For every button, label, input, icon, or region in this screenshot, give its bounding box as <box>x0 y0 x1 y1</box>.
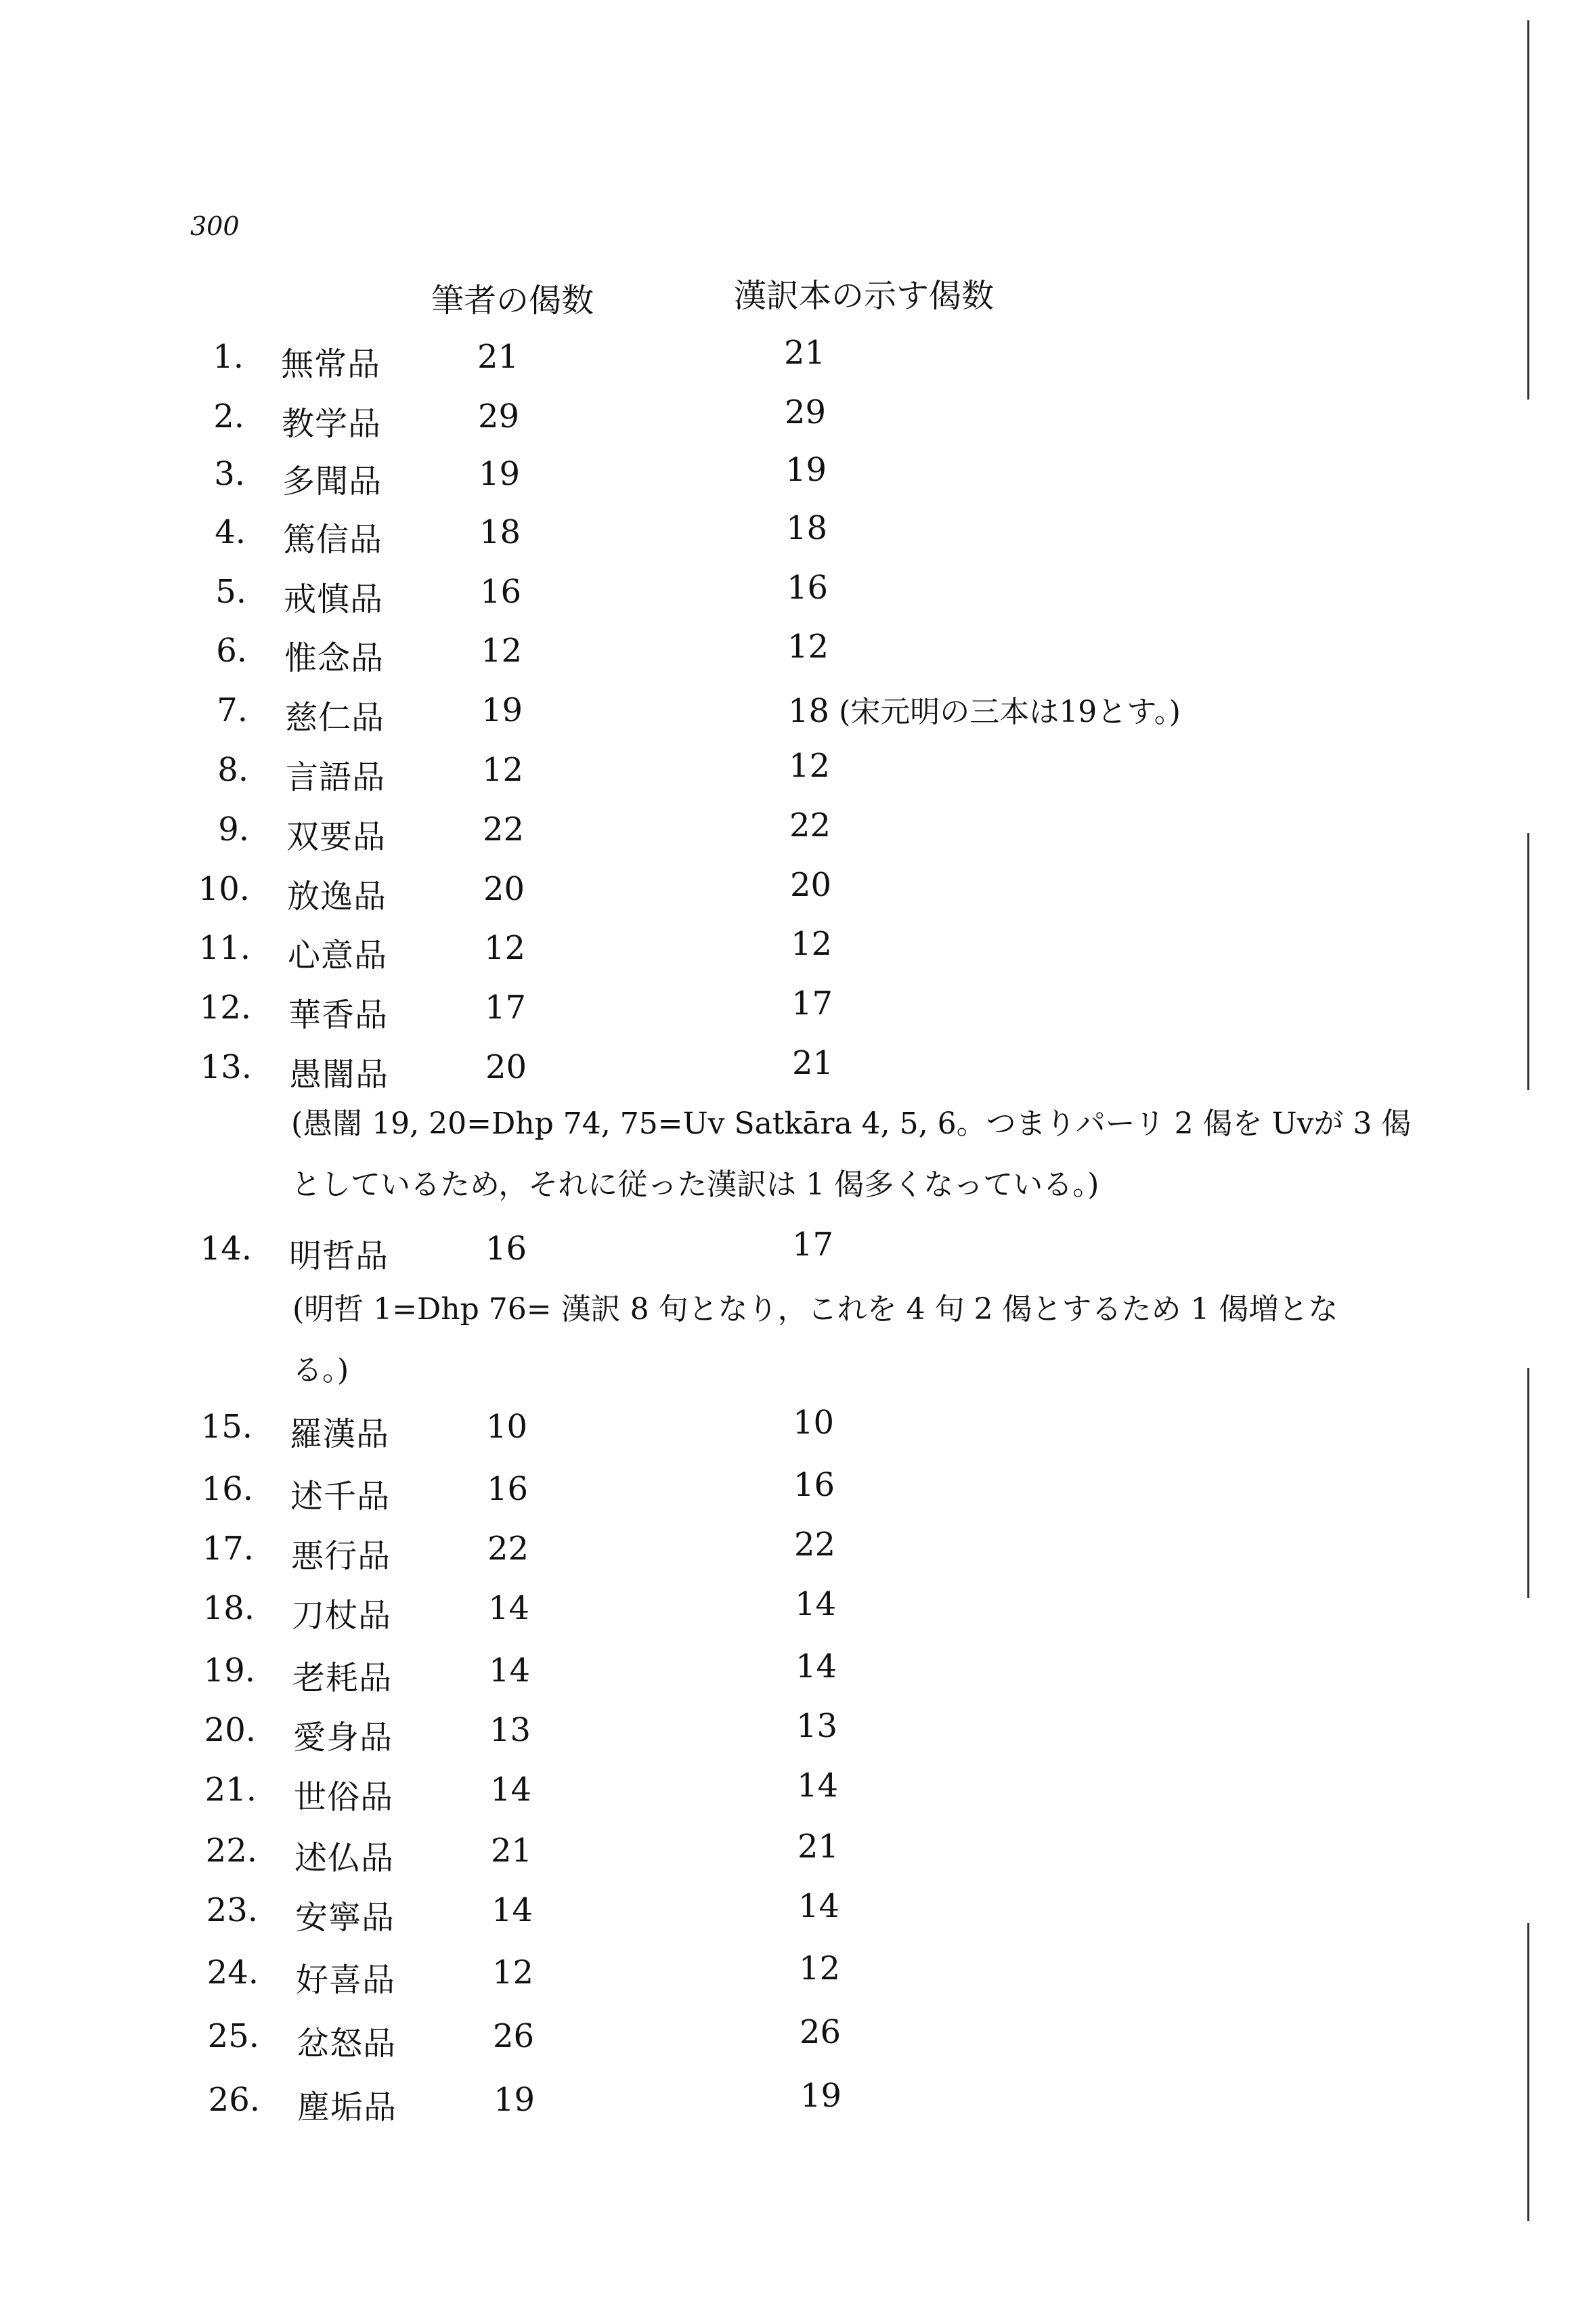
author-verse-count: 26 <box>493 2017 535 2055</box>
chinese-verse-count-cell <box>791 985 833 1023</box>
author-verse-count: 12 <box>481 632 523 670</box>
chinese-verse-count: 17 <box>792 1226 834 1264</box>
chapter-name: 華香品 <box>288 996 389 1034</box>
chapter-name: 言語品 <box>286 758 386 796</box>
chapter-number: 1. <box>213 338 244 376</box>
chapter-number: 21. <box>204 1771 257 1809</box>
chapter-number: 16. <box>201 1470 253 1508</box>
table-row <box>0 691 1572 737</box>
chapter-name: 悪行品 <box>291 1537 391 1575</box>
chinese-verse-count-cell <box>799 1950 840 1987</box>
table-row <box>0 925 1572 974</box>
author-verse-count: 12 <box>482 751 524 789</box>
chapter-number: 12. <box>199 989 251 1027</box>
chapter-name: 放逸品 <box>287 878 387 916</box>
chapter-name: 安寧品 <box>295 1899 395 1937</box>
chinese-verse-count: 10 <box>793 1404 835 1442</box>
header-chinese-count: 漢訳本の示す偈数 <box>734 277 995 315</box>
chinese-verse-count: 14 <box>798 1887 840 1925</box>
chinese-verse-count-cell <box>789 747 830 785</box>
chinese-verse-count-cell <box>792 1044 833 1082</box>
chapter-number: 4. <box>215 513 246 551</box>
table-row <box>0 1044 1572 1094</box>
table-row <box>0 2077 1572 2126</box>
chapter-number: 25. <box>207 2017 259 2055</box>
table-row <box>0 1887 1572 1937</box>
author-verse-count: 14 <box>488 1589 530 1627</box>
chinese-verse-count: 22 <box>794 1526 836 1564</box>
chinese-verse-count: 12 <box>789 747 831 785</box>
author-verse-count: 22 <box>483 811 525 848</box>
chinese-verse-count: 14 <box>795 1585 837 1623</box>
chapter-number: 17. <box>202 1530 254 1568</box>
table-row <box>0 569 1572 618</box>
note-13-line-1: (愚闇 19, 20=Dhp 74, 75=Uv Satkāra 4, 5, 6。つまりパーリ 2 偈を Uvが 3 偈 <box>291 1106 1412 1141</box>
table-row <box>0 509 1572 559</box>
header-author-count: 筆者の偈数 <box>431 282 594 320</box>
chapter-number: 2. <box>213 397 244 435</box>
author-verse-count: 18 <box>479 513 521 551</box>
table-row <box>0 1404 1572 1453</box>
chinese-verse-count-cell <box>795 1585 836 1623</box>
author-verse-count: 10 <box>486 1408 528 1446</box>
chapter-name: 教学品 <box>282 405 382 443</box>
chinese-verse-count: 19 <box>785 451 827 489</box>
chapter-number: 22. <box>205 1832 257 1870</box>
author-verse-count: 19 <box>494 2081 536 2119</box>
author-verse-count: 12 <box>484 929 526 967</box>
chapter-number: 18. <box>202 1589 255 1627</box>
chapter-number: 5. <box>215 573 246 611</box>
author-verse-count: 21 <box>491 1832 533 1870</box>
chapter-number: 19. <box>203 1652 255 1690</box>
chinese-verse-count: 26 <box>800 2013 842 2051</box>
chapter-number: 8. <box>217 751 248 789</box>
chinese-verse-count-cell <box>785 393 826 431</box>
chinese-verse-count-cell <box>784 334 825 372</box>
chapter-number: 7. <box>217 691 248 729</box>
chinese-verse-count: 14 <box>795 1648 837 1685</box>
chinese-verse-count: 16 <box>787 569 829 607</box>
table-row <box>0 747 1572 796</box>
chinese-verse-count: 17 <box>791 985 833 1023</box>
table-row <box>0 1585 1572 1635</box>
chinese-verse-count: 14 <box>797 1767 839 1805</box>
author-verse-count: 14 <box>489 1652 531 1690</box>
author-verse-count: 16 <box>480 573 522 611</box>
chinese-verse-count-cell <box>786 509 827 547</box>
note-14-line-1: (明哲 1=Dhp 76= 漢訳 8 句となり，これを 4 句 2 偈とするため 1 偈増とな <box>292 1292 1338 1327</box>
chinese-verse-count-cell <box>798 1887 839 1925</box>
author-verse-count: 17 <box>485 989 527 1027</box>
page-edge-line <box>1527 833 1529 1090</box>
author-verse-count: 20 <box>483 870 525 908</box>
chinese-verse-count: 29 <box>785 393 827 431</box>
author-verse-count: 14 <box>492 1891 533 1929</box>
chinese-verse-count-cell <box>785 451 827 489</box>
chinese-verse-count-cell <box>798 1828 839 1866</box>
table-row <box>0 985 1572 1034</box>
chapter-number: 9. <box>218 811 249 848</box>
table-row <box>0 806 1572 856</box>
author-verse-count: 20 <box>485 1048 527 1086</box>
page-edge-line <box>1527 1923 1529 2221</box>
chinese-verse-count: 20 <box>790 866 832 904</box>
chinese-verse-count-cell <box>800 2077 842 2115</box>
table-row <box>0 393 1572 443</box>
author-verse-count: 22 <box>487 1530 529 1568</box>
chapter-name: 慈仁品 <box>285 699 385 737</box>
chapter-number: 10. <box>198 870 250 908</box>
remark: (宋元明の三本は19とす。) <box>839 695 1181 729</box>
chinese-verse-count-cell <box>787 628 829 666</box>
chinese-verse-count-cell <box>788 687 1181 731</box>
table-row <box>0 451 1572 500</box>
note-14-line-2: る。) <box>292 1353 349 1387</box>
table-row <box>0 334 1572 383</box>
chinese-verse-count-cell <box>793 1404 834 1442</box>
chapter-number: 23. <box>206 1891 258 1929</box>
author-verse-count: 21 <box>477 338 519 376</box>
chapter-number: 3. <box>214 455 245 493</box>
table-row <box>0 2013 1572 2063</box>
chinese-verse-count-cell <box>797 1767 838 1805</box>
chapter-name: 老耗品 <box>292 1659 393 1697</box>
chinese-verse-count: 12 <box>799 1950 841 1987</box>
table-row <box>0 1767 1572 1816</box>
chinese-verse-count-cell <box>791 925 832 963</box>
chinese-verse-count: 19 <box>800 2077 842 2115</box>
author-verse-count: 14 <box>490 1771 532 1809</box>
table-row <box>0 1466 1572 1515</box>
chinese-verse-count-cell <box>787 569 828 607</box>
page-edge-line <box>1527 1368 1529 1598</box>
chinese-verse-count-cell <box>794 1526 835 1564</box>
chapter-name: 心意品 <box>288 937 388 974</box>
chinese-verse-count-cell <box>790 866 831 904</box>
chapter-number: 24. <box>206 1954 259 1992</box>
chapter-number: 6. <box>216 632 247 670</box>
chinese-verse-count: 18 <box>788 692 830 730</box>
table-row <box>0 1707 1572 1757</box>
chapter-name: 塵垢品 <box>297 2088 397 2126</box>
page-edge-line <box>1527 20 1529 400</box>
chinese-verse-count: 21 <box>798 1828 839 1866</box>
chapter-name: 無常品 <box>281 345 381 383</box>
chinese-verse-count-cell <box>792 1226 833 1264</box>
table-row <box>0 1950 1572 1999</box>
chapter-number: 14. <box>200 1230 252 1268</box>
table-row <box>0 1648 1572 1697</box>
chinese-verse-count: 22 <box>789 806 831 844</box>
chapter-number: 15. <box>200 1408 253 1446</box>
note-13-line-2: としているため，それに従った漢訳は 1 偈多くなっている。) <box>291 1167 1099 1202</box>
chapter-name: 述千品 <box>290 1478 391 1515</box>
chapter-name: 刀杖品 <box>292 1597 392 1635</box>
chinese-verse-count: 21 <box>792 1044 834 1082</box>
chapter-name: 忿怒品 <box>297 2025 397 2063</box>
chapter-name: 好喜品 <box>296 1961 396 1999</box>
chinese-verse-count-cell <box>793 1466 835 1504</box>
page-number: 300 <box>190 211 240 241</box>
chapter-name: 戒慎品 <box>284 580 384 618</box>
chinese-verse-count: 21 <box>784 334 826 372</box>
author-verse-count: 13 <box>489 1711 531 1749</box>
chinese-verse-count: 12 <box>787 628 829 666</box>
chapter-name: 惟念品 <box>284 639 385 677</box>
author-verse-count: 19 <box>479 455 521 493</box>
chinese-verse-count: 12 <box>791 925 833 963</box>
chapter-name: 明哲品 <box>289 1237 389 1275</box>
table-row <box>0 1828 1572 1877</box>
chapter-name: 世俗品 <box>294 1778 394 1816</box>
chapter-number: 20. <box>204 1711 256 1749</box>
chinese-verse-count-cell <box>796 1707 837 1745</box>
author-verse-count: 29 <box>478 397 520 435</box>
author-verse-count: 12 <box>492 1954 534 1992</box>
table-row <box>0 866 1572 916</box>
author-verse-count: 16 <box>485 1230 527 1268</box>
table-row <box>0 1526 1572 1575</box>
chapter-name: 愛身品 <box>293 1719 393 1757</box>
table-row <box>0 628 1572 677</box>
chapter-name: 愚闇品 <box>289 1056 389 1094</box>
chinese-verse-count: 18 <box>786 509 828 547</box>
author-verse-count: 19 <box>481 691 523 729</box>
chapter-name: 双要品 <box>286 818 387 856</box>
chinese-verse-count-cell <box>795 1648 837 1685</box>
chapter-name: 多聞品 <box>282 462 383 500</box>
chinese-verse-count: 16 <box>793 1466 835 1504</box>
chapter-name: 篤信品 <box>283 521 383 559</box>
author-verse-count: 16 <box>487 1470 529 1508</box>
chapter-number: 26. <box>208 2081 260 2119</box>
chapter-name: 述仏品 <box>294 1839 395 1877</box>
chapter-number: 11. <box>198 929 250 967</box>
chinese-verse-count-cell <box>789 806 831 844</box>
chapter-name: 羅漢品 <box>290 1415 390 1453</box>
table-row <box>0 1226 1572 1275</box>
chinese-verse-count: 13 <box>796 1707 838 1745</box>
chinese-verse-count-cell <box>800 2013 841 2051</box>
chapter-number: 13. <box>200 1048 252 1086</box>
